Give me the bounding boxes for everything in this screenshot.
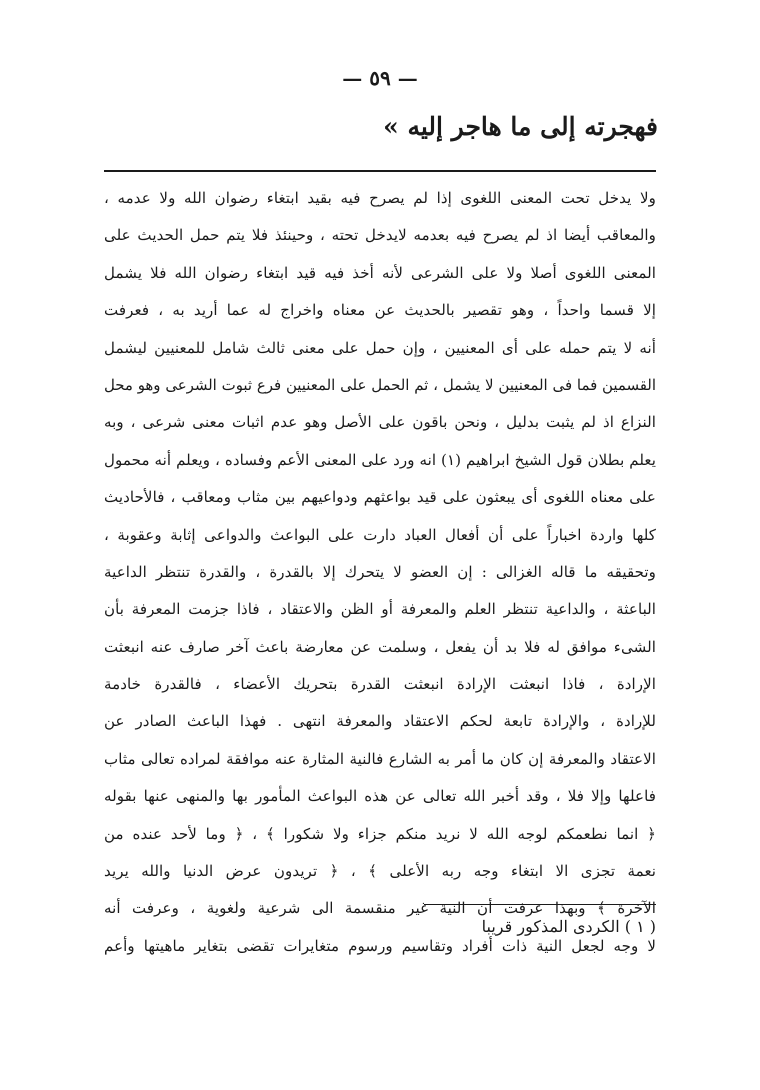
- header-divider: [104, 170, 656, 172]
- text-line: وتحقيقه ما قاله الغزالى : إن العضو لا يتحرك إلا بالقدرة ، والقدرة تنتظر الداعية: [104, 562, 656, 581]
- text-line: والمعاقب أيضا اذ لم يصرح فيه بعدمه لايدخل تحته ، وحينئذ فلا يتم حمل الحديث على: [104, 226, 656, 245]
- body-text: [104, 180, 656, 965]
- text-line: نعمة تجزى الا ابتغاء وجه ربه الأعلى ﴾ ، ﴿ تريدون عرض الدنيا والله يريد: [104, 862, 656, 881]
- text-line: الشىء موافق له فلا بد أن يفعل ، وسلمت عن معارضة باعث آخر صارف عنه انبعثت: [104, 637, 656, 656]
- text-line: المعنى اللغوى أصلا ولا على الشرعى لأنه أخذ فيه قيد ابتغاء رضوان الله فلا يشمل: [104, 263, 656, 282]
- text-line: الباعثة ، والداعية تنتظر العلم والمعرفة أو الظن والاعتقاد ، فاذا جزمت المعرفة بأن: [104, 600, 656, 619]
- footnote: ( ١ ) الكردى المذكور قريبا: [481, 917, 656, 936]
- footnote-divider: [424, 904, 656, 905]
- page-number: — ٥٩ —: [342, 66, 418, 90]
- text-line: الاعتقاد والمعرفة إن كان ما أمر به الشارع فالنية المثارة عنه موافقة لمراده تعالى مثاب: [104, 749, 656, 768]
- text-line: فاعلها وإلا فلا ، وقد أخبر الله تعالى عن هذه البواعث المأمور بها والمنهى عنها بقوله: [104, 787, 656, 806]
- text-line: النزاع اذ لم يثبت بدليل ، ونحن باقون على الأصل وهو عدم اثبات معنى شرعى ، وبه: [104, 413, 656, 432]
- text-line: يعلم بطلان قول الشيخ ابراهيم (١) انه ورد على المعنى الأعم وفساده ، ويعلم أنه محمول: [104, 450, 656, 469]
- text-line: ﴿ انما نطعمكم لوجه الله لا نريد منكم جزاء ولا شكورا ﴾ ، ﴿ وما لأحد عنده من: [104, 824, 656, 843]
- text-line: ولا يدخل تحت المعنى اللغوى إذا لم يصرح فيه بقيد ابتغاء رضوان الله ولا عدمه ،: [104, 189, 656, 207]
- text-line: أنه لا يتم حمله على أى المعنيين ، وإن حمل على معنى ثالث شامل للمعنيين ليشمل: [104, 338, 656, 357]
- text-line: كلها واردة اخباراً على أن أفعال العباد دارت على البواعث والدواعى إثابة وعقوبة ،: [104, 525, 656, 544]
- text-line: لا وجه لجعل النية ذات أفراد وتقاسيم ورسوم متغايرات تقضى بتغاير ماهيتها وأعم: [104, 936, 656, 955]
- text-line: إلا قسما واحداً ، وهو تقصير بالحديث عن معناه واخراج له عما أريد به ، فعرفت: [104, 301, 656, 320]
- text-line: على معناه اللغوى أى يبعثون على قيد بواعثهم ودواعيهم بين مثاب ومعاقب ، فالأحاديث: [104, 488, 656, 507]
- running-header: فهجرته إلى ما هاجر إليه »: [383, 112, 658, 141]
- text-line: الآخرة ﴾ وبهذا عرفت أن النية غير منقسمة الى شرعية ولغوية ، وعرفت أنه: [104, 899, 656, 918]
- text-line: الإرادة ، فاذا انبعثت الإرادة انبعثت القدرة بتحريك الأعضاء ، فالقدرة خادمة: [104, 675, 656, 694]
- text-line: القسمين فما فى المعنيين لا يشمل ، ثم الحمل على المعنيين فرع ثبوت الشرعى وهو محل: [104, 375, 656, 394]
- text-line: للإرادة ، والإرادة تابعة لحكم الاعتقاد والمعرفة انتهى . فهذا الباعث الصادر عن: [104, 712, 656, 731]
